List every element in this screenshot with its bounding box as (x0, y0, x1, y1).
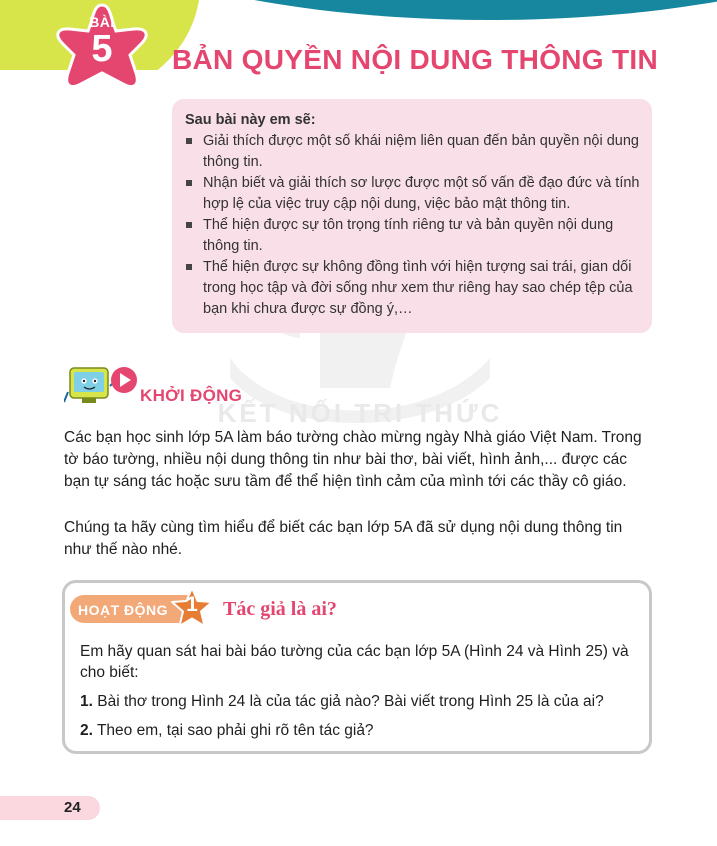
question-text: Theo em, tại sao phải ghi rõ tên tác giả? (96, 722, 374, 739)
activity-number: 1 (186, 593, 198, 616)
objective-text: Nhận biết và giải thích sơ lược được một số vấn đề đạo đức và tính hợp lệ của việc truy cập nội dung, việc bảo mật thông tin. (203, 175, 640, 212)
square-bullet-icon (186, 264, 192, 270)
objective-item (185, 257, 640, 320)
activity-title: Tác giả là ai? (223, 598, 337, 620)
activity-intro: Em hãy quan sát hai bài báo tường của các bạn lớp 5A (Hình 24 và Hình 25) và cho biết: (80, 643, 629, 681)
warmup-paragraph: Chúng ta hãy cùng tìm hiểu để biết các bạn lớp 5A đã sử dụng nội dung thông tin như thế nào nhé. (64, 519, 623, 558)
page-number: 24 (64, 799, 81, 816)
activity-question (80, 720, 645, 741)
lesson-title: BẢN QUYỀN NỘI DUNG THÔNG TIN (172, 44, 658, 75)
question-number: 1. (80, 693, 93, 710)
activity-label: HOẠT ĐỘNG (78, 602, 169, 618)
activity-question (80, 691, 645, 712)
activity-body (80, 641, 645, 741)
objective-item (185, 215, 640, 257)
warmup-title: KHỞI ĐỘNG (140, 386, 243, 405)
objectives-heading: Sau bài này em sẽ: (185, 112, 316, 128)
objective-text: Thể hiện được sự tôn trọng tính riêng tư và bản quyền nội dung thông tin. (203, 217, 614, 254)
objective-item (185, 131, 640, 173)
question-text: Bài thơ trong Hình 24 là của tác giả nào? Bài viết trong Hình 25 là của ai? (97, 693, 604, 710)
watermark-text: KẾT NỐI TRI THỨC (217, 398, 503, 428)
lesson-number: 5 (91, 28, 113, 70)
objective-text: Giải thích được một số khái niệm liên quan đến bản quyền nội dung thông tin. (203, 133, 639, 170)
activity-box (62, 580, 652, 754)
objectives-box (172, 99, 652, 333)
lesson-word: BÀI (89, 14, 115, 30)
question-number: 2. (80, 722, 93, 739)
computer-mascot-icon (64, 362, 138, 412)
page-number-tab (0, 796, 100, 820)
objective-text: Thể hiện được sự không đồng tình với hiện tượng sai trái, gian dối trong học tập và đời sống như xem thư riêng hay sao chép tệp của bạn khi chưa được sự đồng ý,… (203, 259, 633, 317)
square-bullet-icon (186, 180, 192, 186)
square-bullet-icon (186, 222, 192, 228)
square-bullet-icon (186, 138, 192, 144)
objective-item (185, 173, 640, 215)
warmup-paragraph: Các bạn học sinh lớp 5A làm báo tường chào mừng ngày Nhà giáo Việt Nam. Trong tờ báo tường, nhiều nội dung thông tin như bài thơ, bài viết, hình ảnh,... được các bạn tự sáng tác hoặc sưu tầm để thể hiện tình cảm của mình tới các thầy cô giáo. (64, 429, 642, 490)
